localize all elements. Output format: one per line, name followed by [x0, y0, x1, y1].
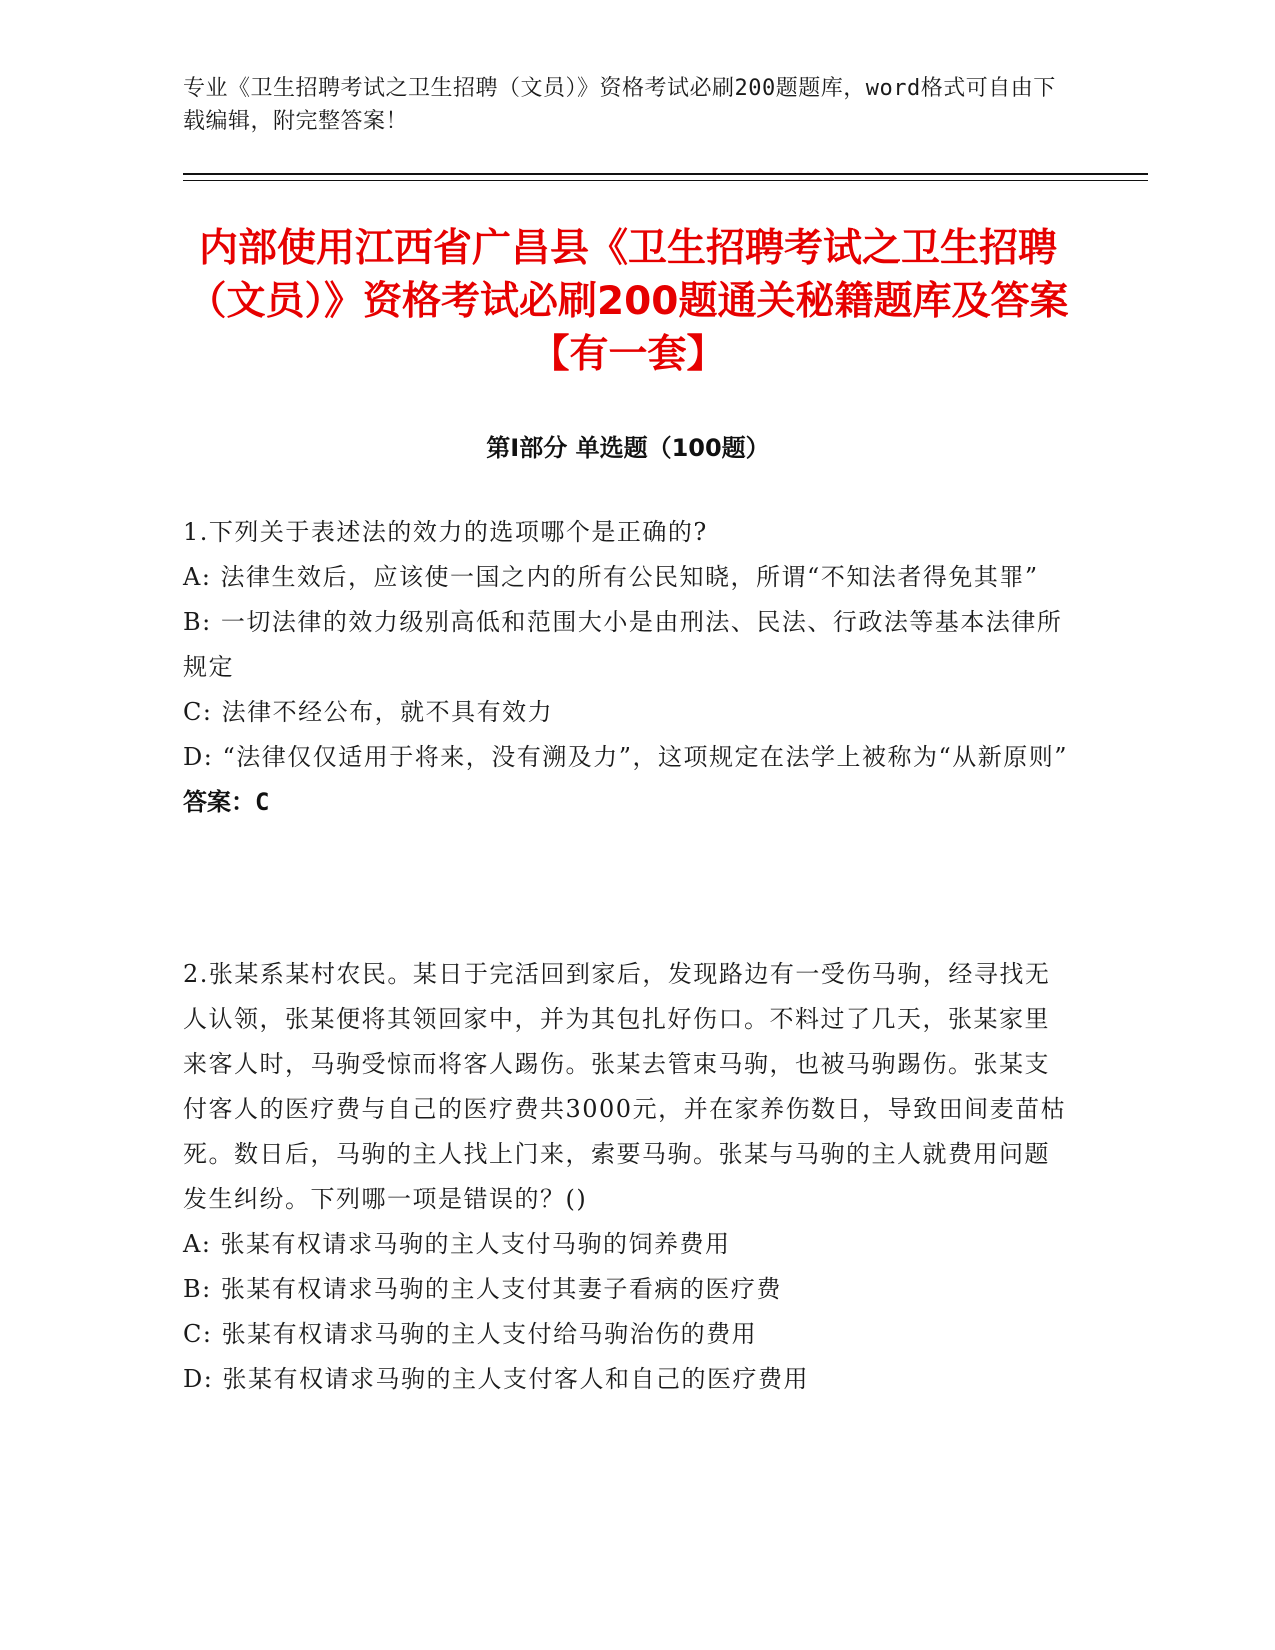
option-c: C: 法律不经公布，就不具有效力: [183, 698, 554, 726]
answer-value: C: [255, 788, 270, 816]
option-d: D: 张某有权请求马驹的主人支付客人和自己的医疗费用: [183, 1365, 809, 1393]
answer-label: 答案：: [183, 788, 255, 816]
header-rule-thin: [183, 180, 1148, 181]
option-d: D: “法律仅仅适用于将来，没有溯及力”，这项规定在法学上被称为“从新原则”: [183, 743, 1069, 771]
option-a: A: 法律生效后，应该使一国之内的所有公民知晓，所谓“不知法者得免其罪”: [183, 563, 1039, 591]
header-note: 专业《卫生招聘考试之卫生招聘（文员）》资格考试必刷200题题库，word格式可自由下载编辑，附完整答案！: [183, 76, 1056, 134]
option-b: B: 张某有权请求马驹的主人支付其妻子看病的医疗费: [183, 1275, 782, 1303]
header-rule-thick: [183, 173, 1148, 175]
option-c: C: 张某有权请求马驹的主人支付给马驹治伤的费用: [183, 1320, 758, 1348]
document-title: 内部使用江西省广昌县《卫生招聘考试之卫生招聘（文员）》资格考试必刷200题通关秘籍题库及答案【有一套】: [187, 226, 1069, 377]
question-stem: 1.下列关于表述法的效力的选项哪个是正确的?: [183, 518, 708, 546]
question-stem: 2.张某系某村农民。某日于完活回到家后，发现路边有一受伤马驹，经寻找无人认领，张某便将其领回家中，并为其包扎好伤口。不料过了几天，张某家里来客人时，马驹受惊而将客人踢伤。张某去管束马驹，也被马驹踢伤。张某支付客人的医疗费与自己的医疗费共3000元，并在家养伤数日，导致田间麦苗枯死。数日后，马驹的主人找上门来，索要马驹。张某与马驹的主人就费用问题发生纠纷。下列哪一项是错误的？(): [183, 960, 1067, 1213]
question-1: [183, 510, 1073, 825]
question-2: [183, 952, 1073, 1402]
option-a: A: 张某有权请求马驹的主人支付马驹的饲养费用: [183, 1230, 731, 1258]
section-heading: 第Ⅰ部分 单选题（100题）: [486, 434, 770, 462]
option-b: B: 一切法律的效力级别高低和范围大小是由刑法、民法、行政法等基本法律所规定: [183, 608, 1063, 681]
answer-line: [183, 780, 1073, 825]
